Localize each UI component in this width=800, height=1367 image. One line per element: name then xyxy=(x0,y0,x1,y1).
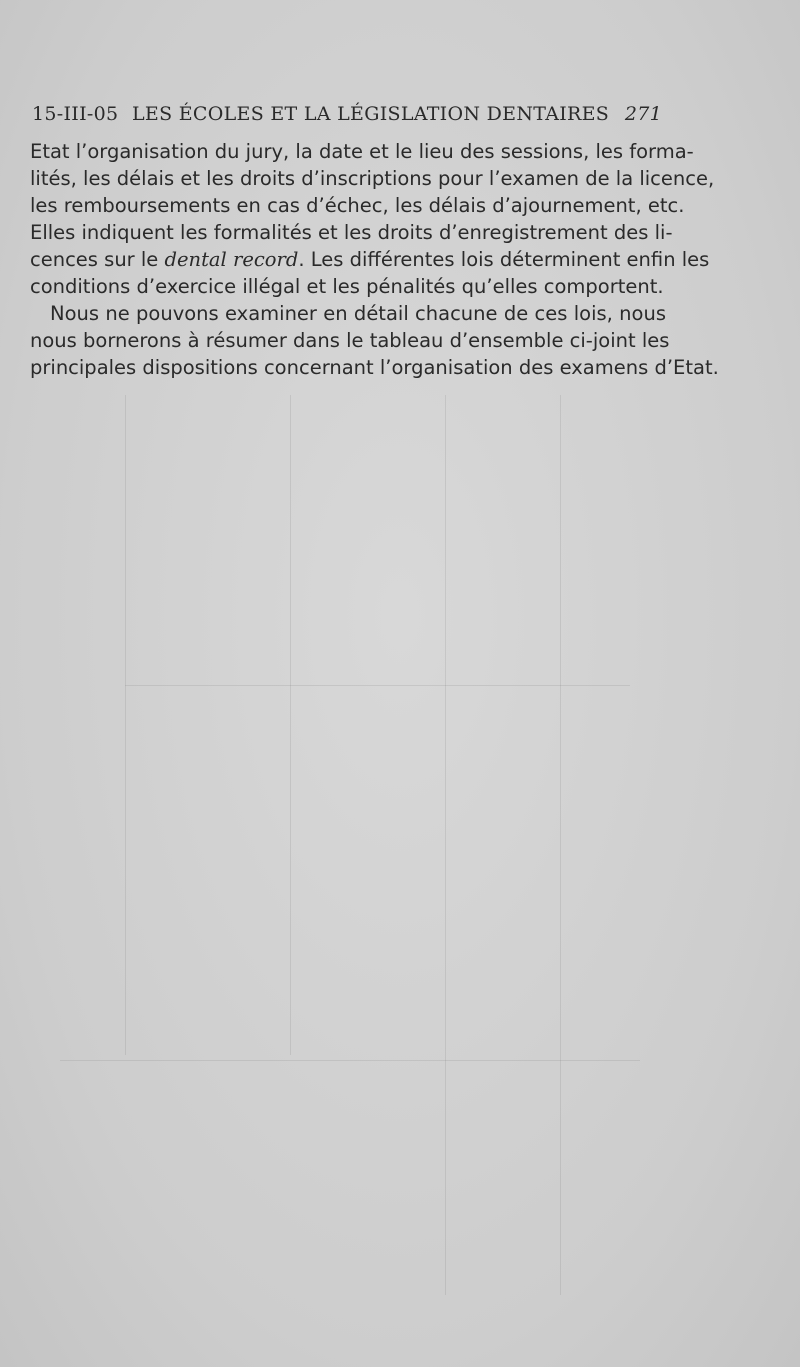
paragraph-1 xyxy=(30,138,715,300)
text-line: Nous ne pouvons examiner en détail chacune de ces lois, nous xyxy=(50,302,666,325)
bleed-through-rule xyxy=(560,395,562,1295)
text-line: Elles indiquent les formalités et les droits d’enregistrement des li- xyxy=(30,221,673,244)
header-title: LES ÉCOLES ET LA LÉGISLATION DENTAIRES xyxy=(132,103,610,125)
text-line: principales dispositions concernant l’organisation des examens d’Etat. xyxy=(30,356,719,379)
bleed-through-rule xyxy=(290,395,292,1055)
running-header xyxy=(32,103,662,131)
bleed-through-rule xyxy=(125,685,630,687)
bleed-through-rule xyxy=(445,395,447,1295)
text-line: les remboursements en cas d’échec, les délais d’ajournement, etc. xyxy=(30,194,685,217)
header-date: 15-III-05 xyxy=(32,103,119,125)
text-line: nous bornerons à résumer dans le tableau d’ensemble ci-joint les xyxy=(30,329,670,352)
body-text xyxy=(30,138,719,381)
paragraph-2 xyxy=(30,300,719,381)
page-number: 271 xyxy=(624,103,662,125)
text-line: lités, les délais et les droits d’inscriptions pour l’examen de la licence, xyxy=(30,167,715,190)
text-line: conditions d’exercice illégal et les pénalités qu’elles comportent. xyxy=(30,275,664,298)
text-run: . Les différentes lois déterminent enfin les xyxy=(298,248,710,271)
italic-term: dental record xyxy=(164,248,299,271)
bleed-through-rule xyxy=(60,1060,640,1062)
bleed-through-rule xyxy=(125,395,127,1055)
text-line: Etat l’organisation du jury, la date et le lieu des sessions, les forma- xyxy=(30,140,694,163)
text-line xyxy=(30,246,710,273)
text-run: cences sur le xyxy=(30,248,165,271)
